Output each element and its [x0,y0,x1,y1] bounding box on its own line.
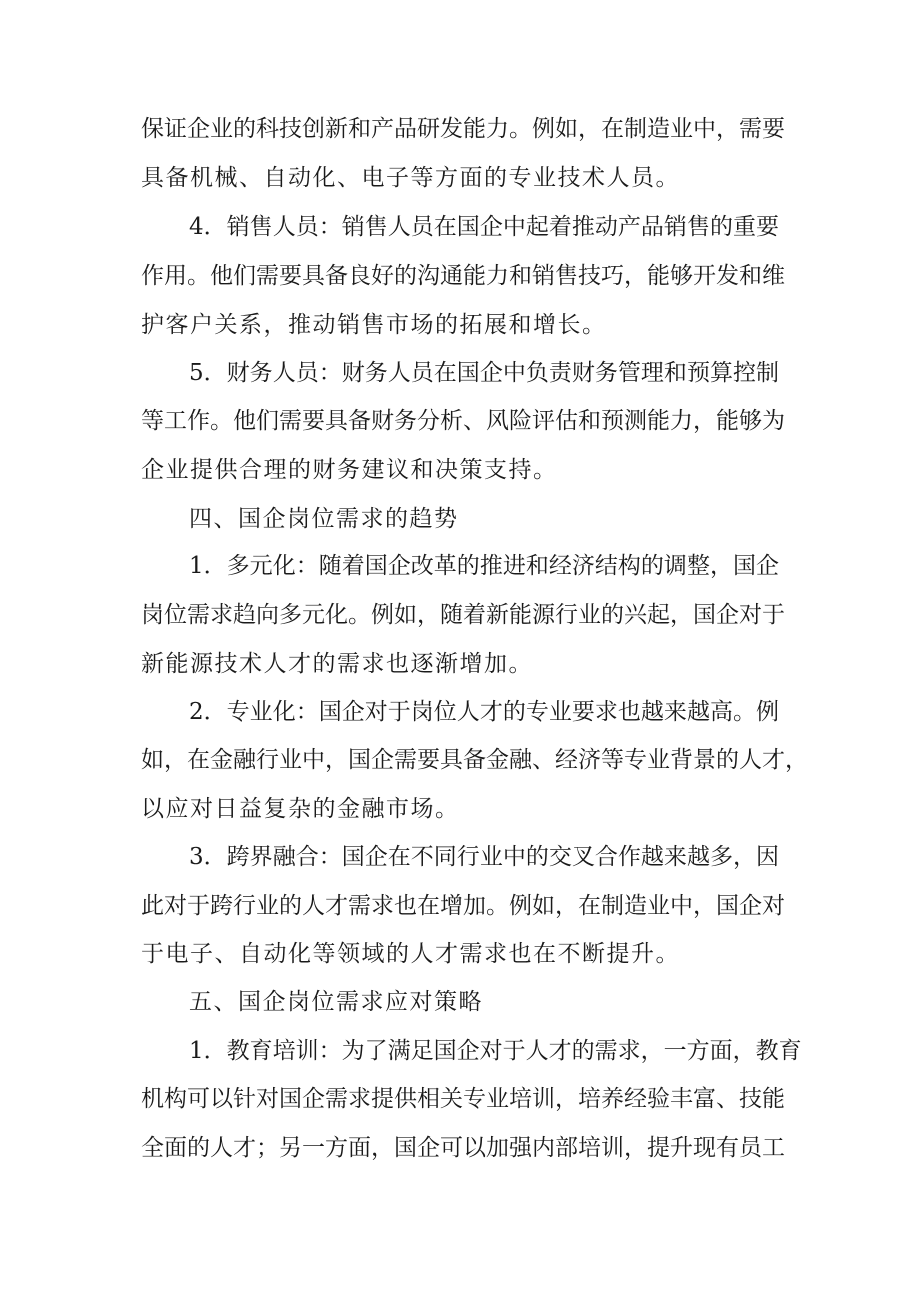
paragraph-line: 2．专业化：国企对于岗位人才的专业要求也越来越高。例 [189,699,779,725]
paragraph-line: 新能源技术人才的需求也逐渐增加。 [141,651,533,677]
paragraph-line: 作用。他们需要具备良好的沟通能力和销售技巧，能够开发和维 [141,263,785,289]
paragraph-line: 5．财务人员：财务人员在国企中负责财务管理和预算控制 [189,360,779,386]
paragraph-line: 1．教育培训：为了满足国企对于人才的需求，一方面，教育 [189,1038,802,1064]
paragraph-line: 以应对日益复杂的金融市场。 [141,796,460,822]
paragraph-line: 4．销售人员：销售人员在国企中起着推动产品销售的重要 [189,214,779,240]
section-heading: 四、国企岗位需求的趋势 [189,506,459,532]
paragraph-line: 企业提供合理的财务建议和决策支持。 [141,457,558,483]
paragraph-line: 此对于跨行业的人才需求也在增加。例如，在制造业中，国企对 [141,893,785,919]
paragraph-line: 保证企业的科技创新和产品研发能力。例如，在制造业中，需要 [141,116,785,142]
paragraph-line: 岗位需求趋向多元化。例如，随着新能源行业的兴起，国企对于 [141,602,785,628]
paragraph-line: 全面的人才；另一方面，国企可以加强内部培训，提升现有员工 [141,1135,785,1161]
paragraph-line: 如，在金融行业中，国企需要具备金融、经济等专业背景的人才， [141,747,808,773]
section-heading: 五、国企岗位需求应对策略 [189,989,483,1015]
paragraph-line: 护客户关系，推动销售市场的拓展和增长。 [141,312,607,338]
paragraph-line: 等工作。他们需要具备财务分析、风险评估和预测能力，能够为 [141,408,785,434]
paragraph-line: 机构可以针对国企需求提供相关专业培训，培养经验丰富、技能 [141,1086,785,1112]
paragraph-line: 3．跨界融合：国企在不同行业中的交叉合作越来越多，因 [189,844,779,870]
paragraph-line: 具备机械、自动化、电子等方面的专业技术人员。 [141,165,680,191]
paragraph-line: 1．多元化：随着国企改革的推进和经济结构的调整，国企 [189,553,779,579]
paragraph-line: 于电子、自动化等领域的人才需求也在不断提升。 [141,941,680,967]
